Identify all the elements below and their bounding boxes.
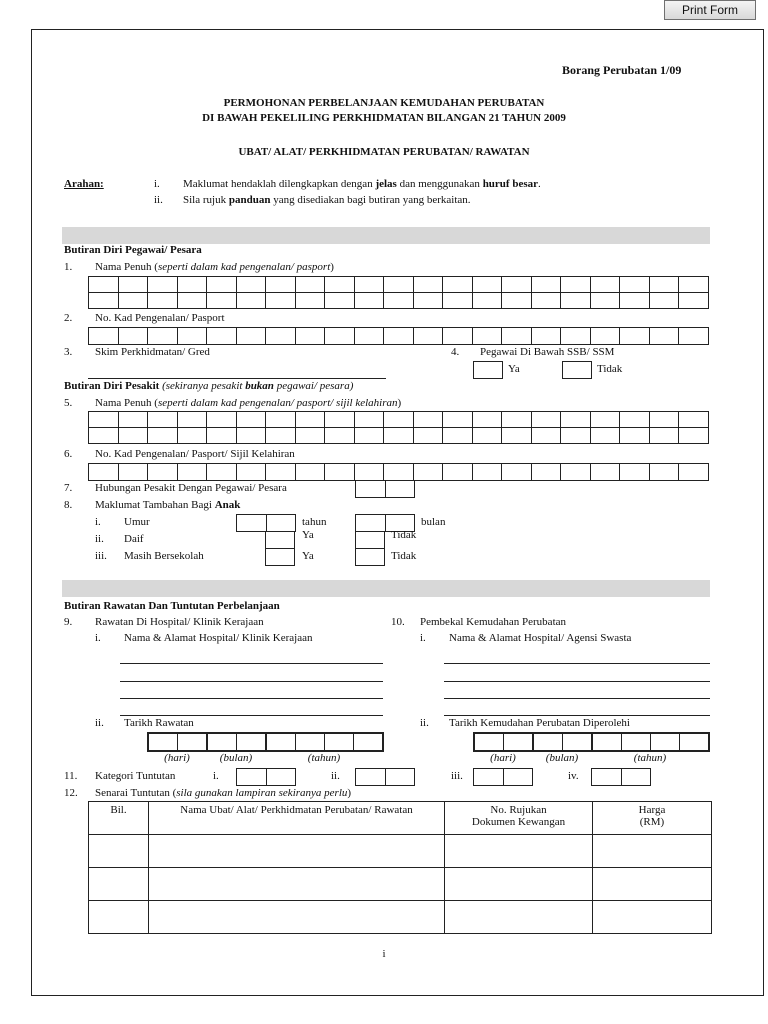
category-ii-grid[interactable] <box>355 768 415 786</box>
char-box[interactable] <box>443 328 473 345</box>
char-box[interactable] <box>413 328 443 345</box>
char-box[interactable] <box>354 412 384 428</box>
category-number: iii. <box>451 770 463 782</box>
char-box[interactable] <box>325 293 355 309</box>
char-box[interactable] <box>118 428 148 444</box>
char-box[interactable] <box>384 328 414 345</box>
char-box[interactable] <box>207 428 237 444</box>
char-box[interactable] <box>413 277 443 293</box>
char-box[interactable] <box>148 464 178 481</box>
char-box[interactable] <box>236 464 266 481</box>
provider-label: Pembekal Kemudahan Perubatan <box>420 616 567 628</box>
char-box[interactable] <box>89 412 119 428</box>
char-box[interactable] <box>472 428 502 444</box>
question-number: 2. <box>64 312 73 324</box>
char-box[interactable] <box>679 293 709 309</box>
char-box[interactable] <box>385 769 415 786</box>
char-box[interactable] <box>237 769 267 786</box>
char-box[interactable] <box>354 464 384 481</box>
form-subtitle: UBAT/ ALAT/ PERKHIDMATAN PERUBATAN/ RAWATAN <box>238 146 530 158</box>
relationship-label: Hubungan Pesakit Dengan Pegawai/ Pesara <box>95 482 287 494</box>
char-box[interactable] <box>502 328 532 345</box>
patient-ic-label: No. Kad Pengenalan/ Pasport/ Sijil Kelahiran <box>95 448 295 460</box>
char-box[interactable] <box>502 464 532 481</box>
char-box[interactable] <box>563 733 593 751</box>
char-box[interactable] <box>443 293 473 309</box>
char-box[interactable] <box>474 769 504 786</box>
char-box[interactable] <box>531 464 561 481</box>
month-caption: (bulan) <box>219 752 253 764</box>
school-no-checkbox[interactable] <box>355 548 385 566</box>
private-hospital-label: Nama & Alamat Hospital/ Agensi Swasta <box>449 632 632 644</box>
char-box[interactable] <box>354 277 384 293</box>
char-box[interactable] <box>296 733 325 751</box>
form-title-line2: DI BAWAH PEKELILING PERKHIDMATAN BILANGAN 21 TAHUN 2009 <box>202 112 566 124</box>
question-number: 1. <box>64 261 73 273</box>
char-box[interactable] <box>531 412 561 428</box>
char-box[interactable] <box>592 733 622 751</box>
poor-label: Daif <box>124 533 144 545</box>
char-box[interactable] <box>266 328 296 345</box>
char-box[interactable] <box>207 277 237 293</box>
patient-section-heading: Butiran Diri Pesakit (sekiranya pesakit bukan pegawai/ pesara) <box>64 380 354 392</box>
instruction-number: ii. <box>154 194 163 206</box>
char-box[interactable] <box>413 464 443 481</box>
char-box[interactable] <box>620 412 650 428</box>
char-box[interactable] <box>503 769 533 786</box>
months-label: bulan <box>421 516 446 528</box>
sub-number: i. <box>95 632 101 644</box>
private-hospital-line[interactable] <box>444 698 710 699</box>
char-box[interactable] <box>649 464 679 481</box>
char-box[interactable] <box>325 733 354 751</box>
instruction-text: Maklumat hendaklah dilengkapkan dengan jelas dan menggunakan huruf besar. <box>183 178 541 190</box>
claims-table <box>88 801 712 934</box>
char-box[interactable] <box>266 428 296 444</box>
char-box[interactable] <box>237 733 267 751</box>
char-box[interactable] <box>531 328 561 345</box>
char-box[interactable] <box>649 328 679 345</box>
char-box[interactable] <box>474 733 504 751</box>
char-box[interactable] <box>237 515 267 532</box>
yes-label: Ya <box>302 550 314 562</box>
sub-number: ii. <box>95 533 104 545</box>
char-box[interactable] <box>531 293 561 309</box>
claim-list-label: Senarai Tuntutan (sila gunakan lampiran sekiranya perlu) <box>95 787 352 799</box>
char-box[interactable] <box>266 277 296 293</box>
government-treatment-label: Rawatan Di Hospital/ Klinik Kerajaan <box>95 616 264 628</box>
child-info-label: Maklumat Tambahan Bagi Anak <box>95 499 241 511</box>
char-box[interactable] <box>472 328 502 345</box>
char-box[interactable] <box>590 293 620 309</box>
char-box[interactable] <box>620 277 650 293</box>
char-box[interactable] <box>384 277 414 293</box>
age-label: Umur <box>124 516 150 528</box>
page-number: i <box>382 948 386 960</box>
treatment-section-heading: Butiran Rawatan Dan Tuntutan Perbelanjaan <box>64 600 280 612</box>
char-box[interactable] <box>443 428 473 444</box>
char-box[interactable] <box>325 428 355 444</box>
char-box[interactable] <box>502 428 532 444</box>
char-box[interactable] <box>472 464 502 481</box>
staff-name-label: Nama Penuh (seperti dalam kad pengenalan/ pasport) <box>95 261 334 273</box>
char-box[interactable] <box>356 515 386 532</box>
sub-number: iii. <box>95 550 107 562</box>
char-box[interactable] <box>295 428 325 444</box>
char-box[interactable] <box>679 328 709 345</box>
question-number: 10. <box>391 616 405 628</box>
char-box[interactable] <box>356 481 386 498</box>
service-scheme-label: Skim Perkhidmatan/ Gred <box>95 346 210 358</box>
char-box[interactable] <box>325 328 355 345</box>
day-caption: (hari) <box>490 752 516 764</box>
char-box[interactable] <box>413 293 443 309</box>
char-box[interactable] <box>177 293 207 309</box>
char-box[interactable] <box>177 428 207 444</box>
year-caption: (tahun) <box>633 752 667 764</box>
char-box[interactable] <box>118 277 148 293</box>
char-box[interactable] <box>207 412 237 428</box>
char-box[interactable] <box>295 277 325 293</box>
day-caption: (hari) <box>164 752 190 764</box>
char-box[interactable] <box>148 733 178 751</box>
patient-name-label: Nama Penuh (seperti dalam kad pengenalan/ pasport/ sijil kelahiran) <box>95 397 402 409</box>
question-number: 3. <box>64 346 73 358</box>
char-box[interactable] <box>177 328 207 345</box>
char-box[interactable] <box>679 277 709 293</box>
category-number: iv. <box>568 770 579 782</box>
char-box[interactable] <box>207 733 237 751</box>
question-number: 9. <box>64 616 73 628</box>
char-box[interactable] <box>148 428 178 444</box>
char-box[interactable] <box>118 464 148 481</box>
staff-ic-label: No. Kad Pengenalan/ Pasport <box>95 312 225 324</box>
staff-name-grid[interactable] <box>88 276 709 309</box>
char-box[interactable] <box>266 293 296 309</box>
char-box[interactable] <box>266 733 296 751</box>
claim-category-label: Kategori Tuntutan <box>95 770 176 782</box>
category-number: i. <box>213 770 219 782</box>
age-years-grid[interactable] <box>236 514 296 532</box>
char-box[interactable] <box>148 277 178 293</box>
char-box[interactable] <box>443 277 473 293</box>
facility-date-label: Tarikh Kemudahan Perubatan Diperolehi <box>449 717 630 729</box>
char-box[interactable] <box>148 293 178 309</box>
char-box[interactable] <box>236 412 266 428</box>
char-box[interactable] <box>177 412 207 428</box>
char-box[interactable] <box>590 412 620 428</box>
char-box[interactable] <box>266 515 296 532</box>
char-box[interactable] <box>472 412 502 428</box>
char-box[interactable] <box>561 293 591 309</box>
char-box[interactable] <box>561 277 591 293</box>
char-box[interactable] <box>561 428 591 444</box>
char-box[interactable] <box>590 277 620 293</box>
instruction-text: Sila rujuk panduan yang disediakan bagi butiran yang berkaitan. <box>183 194 471 206</box>
char-box[interactable] <box>177 464 207 481</box>
char-box[interactable] <box>533 733 563 751</box>
government-hospital-line[interactable] <box>120 698 383 699</box>
patient-ic-grid[interactable] <box>88 463 709 481</box>
school-label: Masih Bersekolah <box>124 550 204 562</box>
char-box[interactable] <box>649 277 679 293</box>
char-box[interactable] <box>295 464 325 481</box>
char-box[interactable] <box>413 428 443 444</box>
char-box[interactable] <box>266 412 296 428</box>
char-box[interactable] <box>590 328 620 345</box>
month-caption: (bulan) <box>545 752 579 764</box>
char-box[interactable] <box>649 412 679 428</box>
ssb-ssm-label: Pegawai Di Bawah SSB/ SSM <box>480 346 615 358</box>
government-hospital-label: Nama & Alamat Hospital/ Klinik Kerajaan <box>124 632 313 644</box>
question-number: 12. <box>64 787 78 799</box>
char-box[interactable] <box>680 733 710 751</box>
char-box[interactable] <box>118 328 148 345</box>
char-box[interactable] <box>266 769 296 786</box>
char-box[interactable] <box>592 769 622 786</box>
char-box[interactable] <box>531 277 561 293</box>
question-number: 5. <box>64 397 73 409</box>
char-box[interactable] <box>620 428 650 444</box>
char-box[interactable] <box>356 769 386 786</box>
table-row[interactable] <box>89 835 712 868</box>
form-title-line1: PERMOHONAN PERBELANJAAN KEMUDAHAN PERUBATAN <box>223 97 545 109</box>
char-box[interactable] <box>649 428 679 444</box>
patient-name-grid[interactable] <box>88 411 709 444</box>
char-box[interactable] <box>620 293 650 309</box>
char-box[interactable] <box>443 464 473 481</box>
char-box[interactable] <box>148 412 178 428</box>
section-divider <box>62 227 710 244</box>
char-box[interactable] <box>385 481 415 498</box>
char-box[interactable] <box>561 328 591 345</box>
char-box[interactable] <box>325 464 355 481</box>
government-hospital-line[interactable] <box>120 663 383 664</box>
char-box[interactable] <box>89 277 119 293</box>
poor-no-checkbox[interactable] <box>355 531 385 549</box>
category-iii-grid[interactable] <box>473 768 533 786</box>
treatment-date-label: Tarikh Rawatan <box>124 717 194 729</box>
char-box[interactable] <box>295 412 325 428</box>
char-box[interactable] <box>472 293 502 309</box>
form-code: Borang Perubatan 1/09 <box>562 63 682 77</box>
school-yes-checkbox[interactable] <box>265 548 295 566</box>
char-box[interactable] <box>236 428 266 444</box>
char-box[interactable] <box>236 277 266 293</box>
char-box[interactable] <box>620 464 650 481</box>
char-box[interactable] <box>89 464 119 481</box>
char-box[interactable] <box>590 428 620 444</box>
item-header: Nama Ubat/ Alat/ Perkhidmatan Perubatan/ Rawatan <box>149 802 445 835</box>
char-box[interactable] <box>207 328 237 345</box>
char-box[interactable] <box>504 733 534 751</box>
char-box[interactable] <box>502 293 532 309</box>
char-box[interactable] <box>679 412 709 428</box>
char-box[interactable] <box>621 769 651 786</box>
instructions-label: Arahan: <box>64 178 104 190</box>
char-box[interactable] <box>622 733 651 751</box>
section-divider <box>62 580 710 597</box>
char-box[interactable] <box>354 733 384 751</box>
sub-number: i. <box>95 516 101 528</box>
char-box[interactable] <box>561 412 591 428</box>
char-box[interactable] <box>651 733 680 751</box>
char-box[interactable] <box>472 277 502 293</box>
char-box[interactable] <box>384 412 414 428</box>
table-row[interactable] <box>89 901 712 934</box>
char-box[interactable] <box>325 412 355 428</box>
char-box[interactable] <box>325 277 355 293</box>
government-hospital-line[interactable] <box>120 715 383 716</box>
yes-label: Ya <box>302 529 314 541</box>
char-box[interactable] <box>649 293 679 309</box>
category-i-grid[interactable] <box>236 768 296 786</box>
char-box[interactable] <box>207 293 237 309</box>
ssb-yes-checkbox[interactable] <box>473 361 503 379</box>
char-box[interactable] <box>207 464 237 481</box>
print-form-button[interactable]: Print Form <box>664 0 756 20</box>
char-box[interactable] <box>679 464 709 481</box>
year-caption: (tahun) <box>307 752 341 764</box>
sub-number: ii. <box>420 717 429 729</box>
char-box[interactable] <box>89 428 119 444</box>
private-hospital-line[interactable] <box>444 715 710 716</box>
table-row[interactable] <box>89 868 712 901</box>
char-box[interactable] <box>295 328 325 345</box>
ssb-no-checkbox[interactable] <box>562 361 592 379</box>
service-scheme-input-line[interactable] <box>88 378 386 379</box>
char-box[interactable] <box>266 464 296 481</box>
treatment-date-grid[interactable] <box>147 732 384 752</box>
poor-yes-checkbox[interactable] <box>265 531 295 549</box>
char-box[interactable] <box>354 428 384 444</box>
char-box[interactable] <box>236 328 266 345</box>
category-number: ii. <box>331 770 340 782</box>
instruction-number: i. <box>154 178 160 190</box>
question-number: 4. <box>451 346 460 358</box>
char-box[interactable] <box>89 328 119 345</box>
no-label: Tidak <box>391 529 417 541</box>
question-number: 7. <box>64 482 73 494</box>
char-box[interactable] <box>502 277 532 293</box>
char-box[interactable] <box>295 293 325 309</box>
char-box[interactable] <box>236 293 266 309</box>
yes-label: Ya <box>508 363 520 375</box>
question-number: 6. <box>64 448 73 460</box>
char-box[interactable] <box>118 293 148 309</box>
reference-header: No. Rujukan Dokumen Kewangan <box>445 802 593 835</box>
char-box[interactable] <box>679 428 709 444</box>
question-number: 11. <box>64 770 78 782</box>
char-box[interactable] <box>118 412 148 428</box>
char-box[interactable] <box>413 412 443 428</box>
sub-number: ii. <box>95 717 104 729</box>
no-label: Tidak <box>391 550 417 562</box>
category-iv-grid[interactable] <box>591 768 651 786</box>
staff-section-heading: Butiran Diri Pegawai/ Pesara <box>64 244 202 256</box>
char-box[interactable] <box>384 293 414 309</box>
government-hospital-line[interactable] <box>120 681 383 682</box>
char-box[interactable] <box>384 464 414 481</box>
char-box[interactable] <box>561 464 591 481</box>
char-box[interactable] <box>531 428 561 444</box>
no-label: Tidak <box>597 363 623 375</box>
char-box[interactable] <box>148 328 178 345</box>
bil-header: Bil. <box>89 802 149 835</box>
years-label: tahun <box>302 516 327 528</box>
char-box[interactable] <box>89 293 119 309</box>
char-box[interactable] <box>384 428 414 444</box>
facility-date-grid[interactable] <box>473 732 710 752</box>
char-box[interactable] <box>178 733 208 751</box>
relationship-grid[interactable] <box>355 480 415 498</box>
staff-ic-grid[interactable] <box>88 327 709 345</box>
question-number: 8. <box>64 499 73 511</box>
char-box[interactable] <box>354 293 384 309</box>
sub-number: i. <box>420 632 426 644</box>
char-box[interactable] <box>620 328 650 345</box>
char-box[interactable] <box>354 328 384 345</box>
char-box[interactable] <box>590 464 620 481</box>
private-hospital-line[interactable] <box>444 663 710 664</box>
price-header: Harga (RM) <box>593 802 712 835</box>
private-hospital-line[interactable] <box>444 681 710 682</box>
char-box[interactable] <box>443 412 473 428</box>
char-box[interactable] <box>502 412 532 428</box>
char-box[interactable] <box>177 277 207 293</box>
